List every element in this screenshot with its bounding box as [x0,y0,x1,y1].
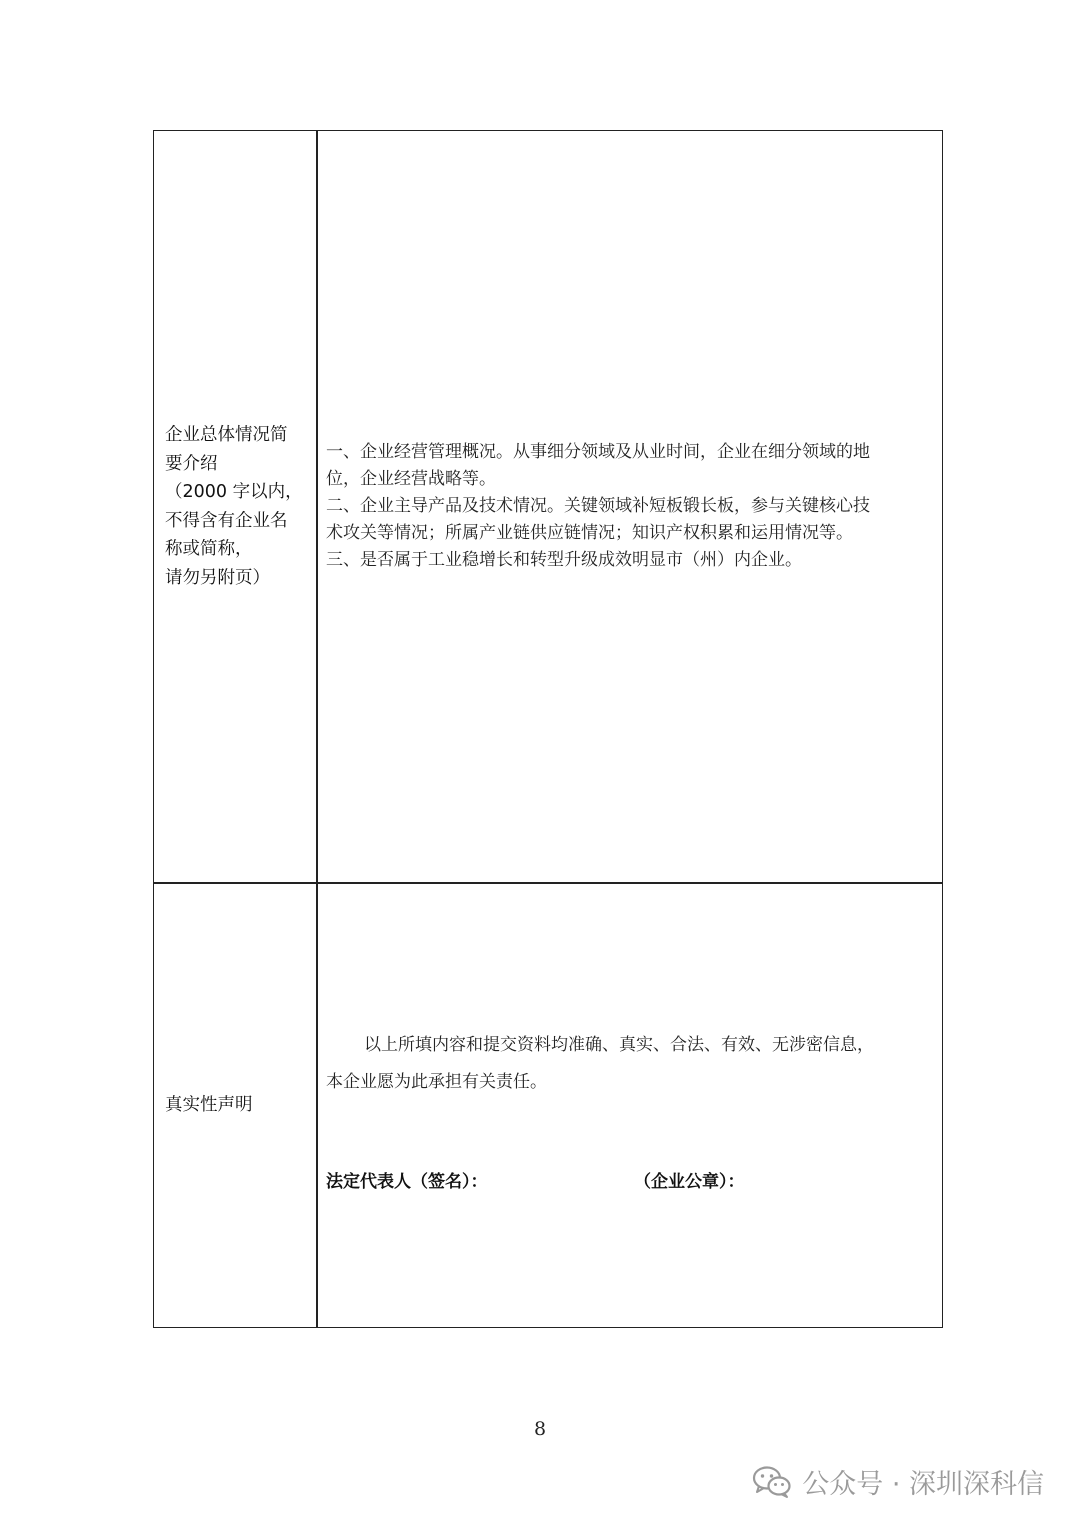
signature-row [326,1167,938,1192]
declaration-line-2: 本企业愿为此承担有关责任。 [326,1072,547,1092]
declaration-line-1: 以上所填内容和提交资料均准确、真实、合法、有效、无涉密信息， [364,1035,874,1055]
declaration-statement [326,1027,938,1101]
watermark-text: 公众号 · 深圳深科信 [802,1469,1044,1500]
intro-item-2-line-1: 二、企业主导产品及技术情况。关键领域补短板锻长板，参与关键核心技 [326,496,870,516]
company-seal-label: （企业公章）： [634,1172,745,1192]
intro-label-cell [154,131,316,882]
intro-item-1-line-1: 一、企业经营管理概况。从事细分领域及从业时间，企业在细分领域的地 [326,442,870,462]
wechat-icon [752,1465,792,1499]
legal-rep-signature-label: 法定代表人（签名）： [326,1172,488,1192]
intro-content-cell [326,439,938,574]
intro-label: 企业总体情况简 要介绍 （2000 字以内， 不得含有企业名 称或简称， 请勿另附页） [165,425,303,588]
intro-item-2-line-2: 术攻关等情况；所属产业链供应链情况；知识产权积累和运用情况等。 [326,523,853,543]
intro-item-3: 三、是否属于工业稳增长和转型升级成效明显市（州）内企业。 [326,550,802,570]
intro-item-1-line-2: 位，企业经营战略等。 [326,469,496,489]
application-form-table [153,130,943,1328]
declaration-label: 真实性声明 [165,1094,253,1115]
page-number: 8 [533,1418,547,1440]
declaration-label-cell [154,883,316,1327]
watermark [752,1462,1044,1501]
column-divider [316,131,318,1327]
